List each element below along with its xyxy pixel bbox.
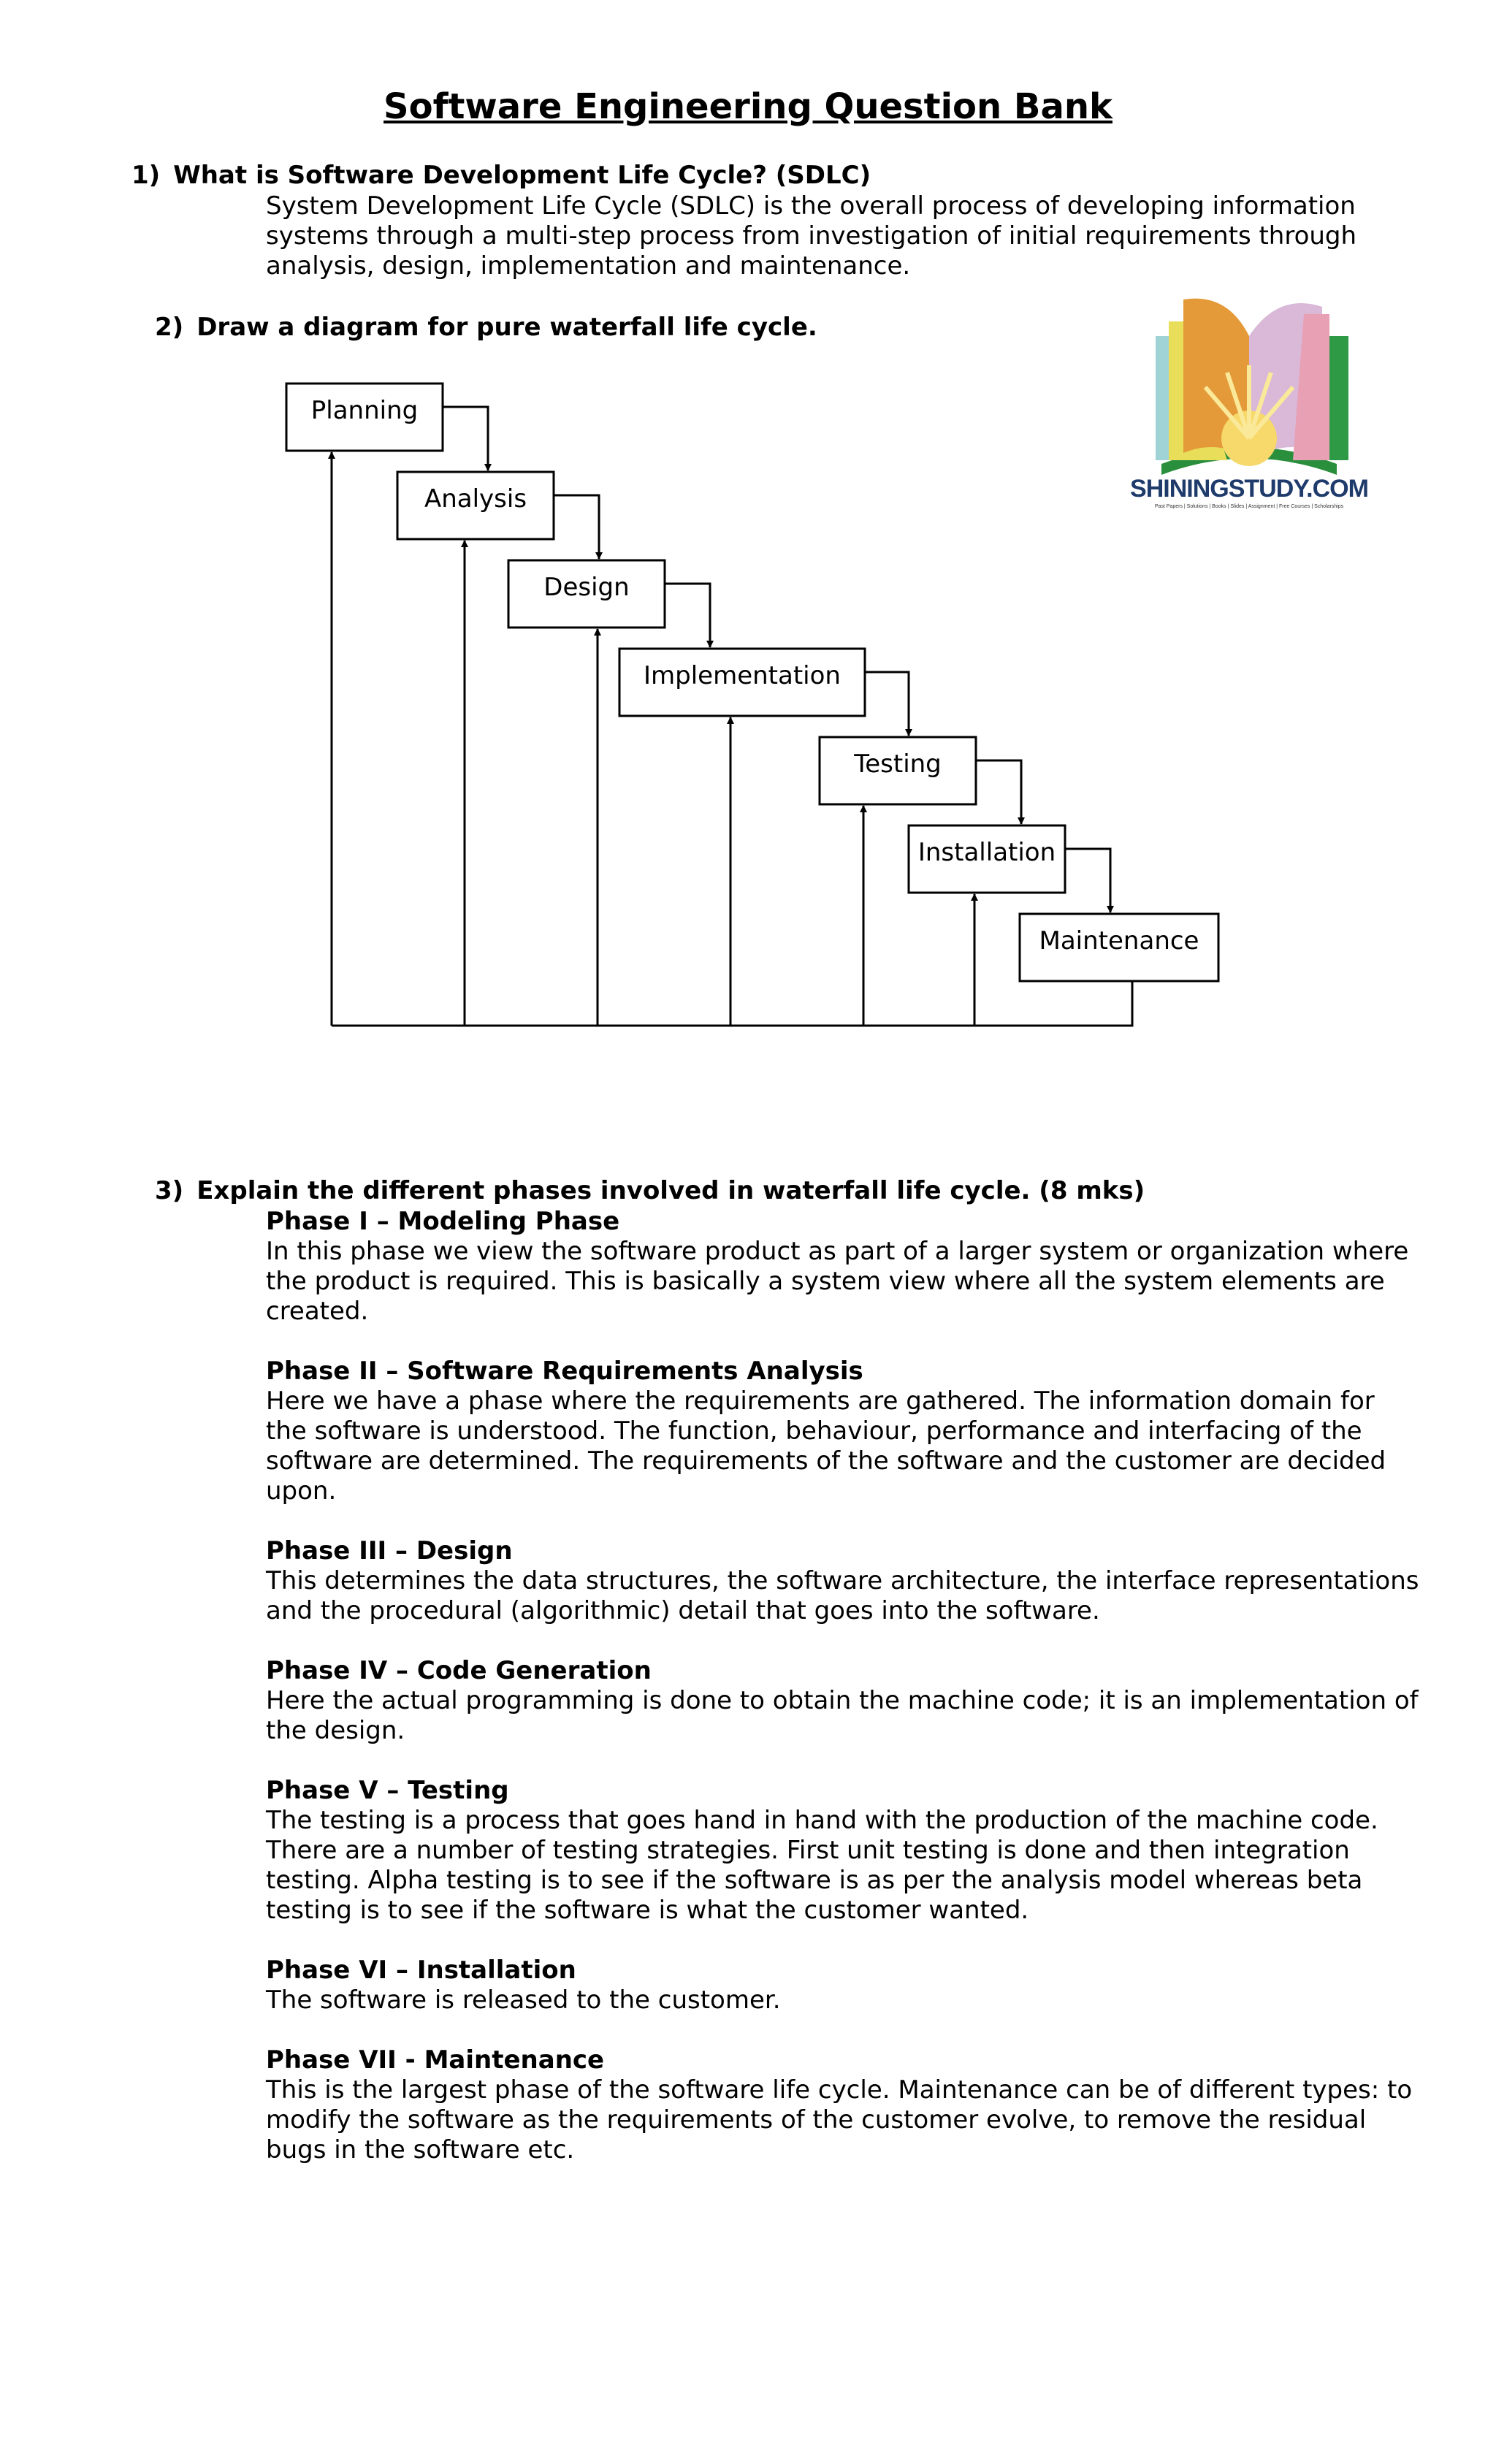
stage-label: Maintenance xyxy=(1039,926,1199,956)
phase-block xyxy=(266,1536,1420,1626)
stage-label: Planning xyxy=(310,396,419,425)
phase-title: Phase VII - Maintenance xyxy=(266,2045,605,2075)
feedback-bus-line xyxy=(332,981,1132,1026)
phase-description: This is the largest phase of the software life cycle. Maintenance can be of different types: to modify the software as the requirements of the customer evolve, to remove the residual bugs in the software etc. xyxy=(266,2075,1413,2164)
phase-title: Phase III – Design xyxy=(266,1536,513,1565)
waterfall-diagram xyxy=(0,0,1496,1096)
question-3-heading xyxy=(155,1176,1145,1205)
forward-arrow xyxy=(1065,849,1110,912)
shiningstudy-logo xyxy=(1118,292,1381,511)
phase-description: Here the actual programming is done to obtain the machine code; it is an implementation of the design. xyxy=(266,1686,1419,1745)
stage-label: Testing xyxy=(854,750,942,779)
forward-arrow xyxy=(665,584,710,647)
phase-block xyxy=(266,1956,1420,2015)
question-2-text: Draw a diagram for pure waterfall life cycle. xyxy=(196,313,817,342)
question-2-number: 2) xyxy=(155,313,184,342)
phase-block xyxy=(266,1357,1420,1506)
forward-arrow xyxy=(976,760,1021,824)
phase-block xyxy=(266,1207,1420,1327)
question-3-text: Explain the different phases involved in waterfall life cycle. (8 mks) xyxy=(196,1176,1145,1205)
phase-title: Phase II – Software Requirements Analysis xyxy=(266,1357,863,1386)
stage-label: Analysis xyxy=(424,484,527,514)
phase-description: In this phase we view the software product as part of a larger system or organization where the product is required. This is basically a system view where all the system elements are created. xyxy=(266,1237,1409,1326)
stage-label: Installation xyxy=(917,838,1056,867)
phase-title: Phase V – Testing xyxy=(266,1776,509,1805)
question-1-answer: System Development Life Cycle (SDLC) is the overall process of developing information systems through a multi-step process from investigation of initial requirements through analysis, design, implementation and maintenance. xyxy=(266,191,1357,281)
forward-arrow xyxy=(554,495,599,559)
phase-description: The testing is a process that goes hand in hand with the production of the machine code. There are a number of testing strategies. First unit testing is done and then integration testing. Alpha testing is to see if the software is as per the analysis model whereas beta testing is to see if the software is what the customer wanted. xyxy=(266,1806,1378,1925)
page-title: Software Engineering Question Bank xyxy=(383,86,1113,127)
stage-label: Implementation xyxy=(644,661,841,690)
phase-title: Phase VI – Installation xyxy=(266,1956,576,1985)
logo-text: SHININGSTUDY.COM xyxy=(1130,475,1368,503)
phase-description: This determines the data structures, the software architecture, the interface representations and the procedural (algorithmic) detail that goes into the software. xyxy=(266,1566,1419,1625)
phase-block xyxy=(266,1776,1420,1926)
forward-arrow xyxy=(865,672,909,736)
phase-title: Phase I – Modeling Phase xyxy=(266,1207,620,1236)
phase-block xyxy=(266,2045,1420,2165)
question-1-number: 1) xyxy=(131,161,161,190)
phase-description: The software is released to the customer. xyxy=(266,1986,781,2015)
phase-block xyxy=(266,1656,1420,1746)
question-1-text: What is Software Development Life Cycle? (SDLC) xyxy=(173,161,871,190)
question-3-number: 3) xyxy=(155,1176,184,1205)
phase-description: Here we have a phase where the requirements are gathered. The information domain for the software is understood. The function, behaviour, performance and interfacing of the software are determined. The requirements of the software and the customer are decided upon. xyxy=(266,1387,1386,1506)
stage-label: Design xyxy=(543,573,630,602)
phase-list xyxy=(266,1207,1420,2165)
forward-arrow xyxy=(443,407,488,470)
phase-title: Phase IV – Code Generation xyxy=(266,1656,652,1685)
logo-tagline: Past Papers | Solutions | Books | Slides | Assignment | Free Courses | Scholarships xyxy=(1154,504,1344,509)
